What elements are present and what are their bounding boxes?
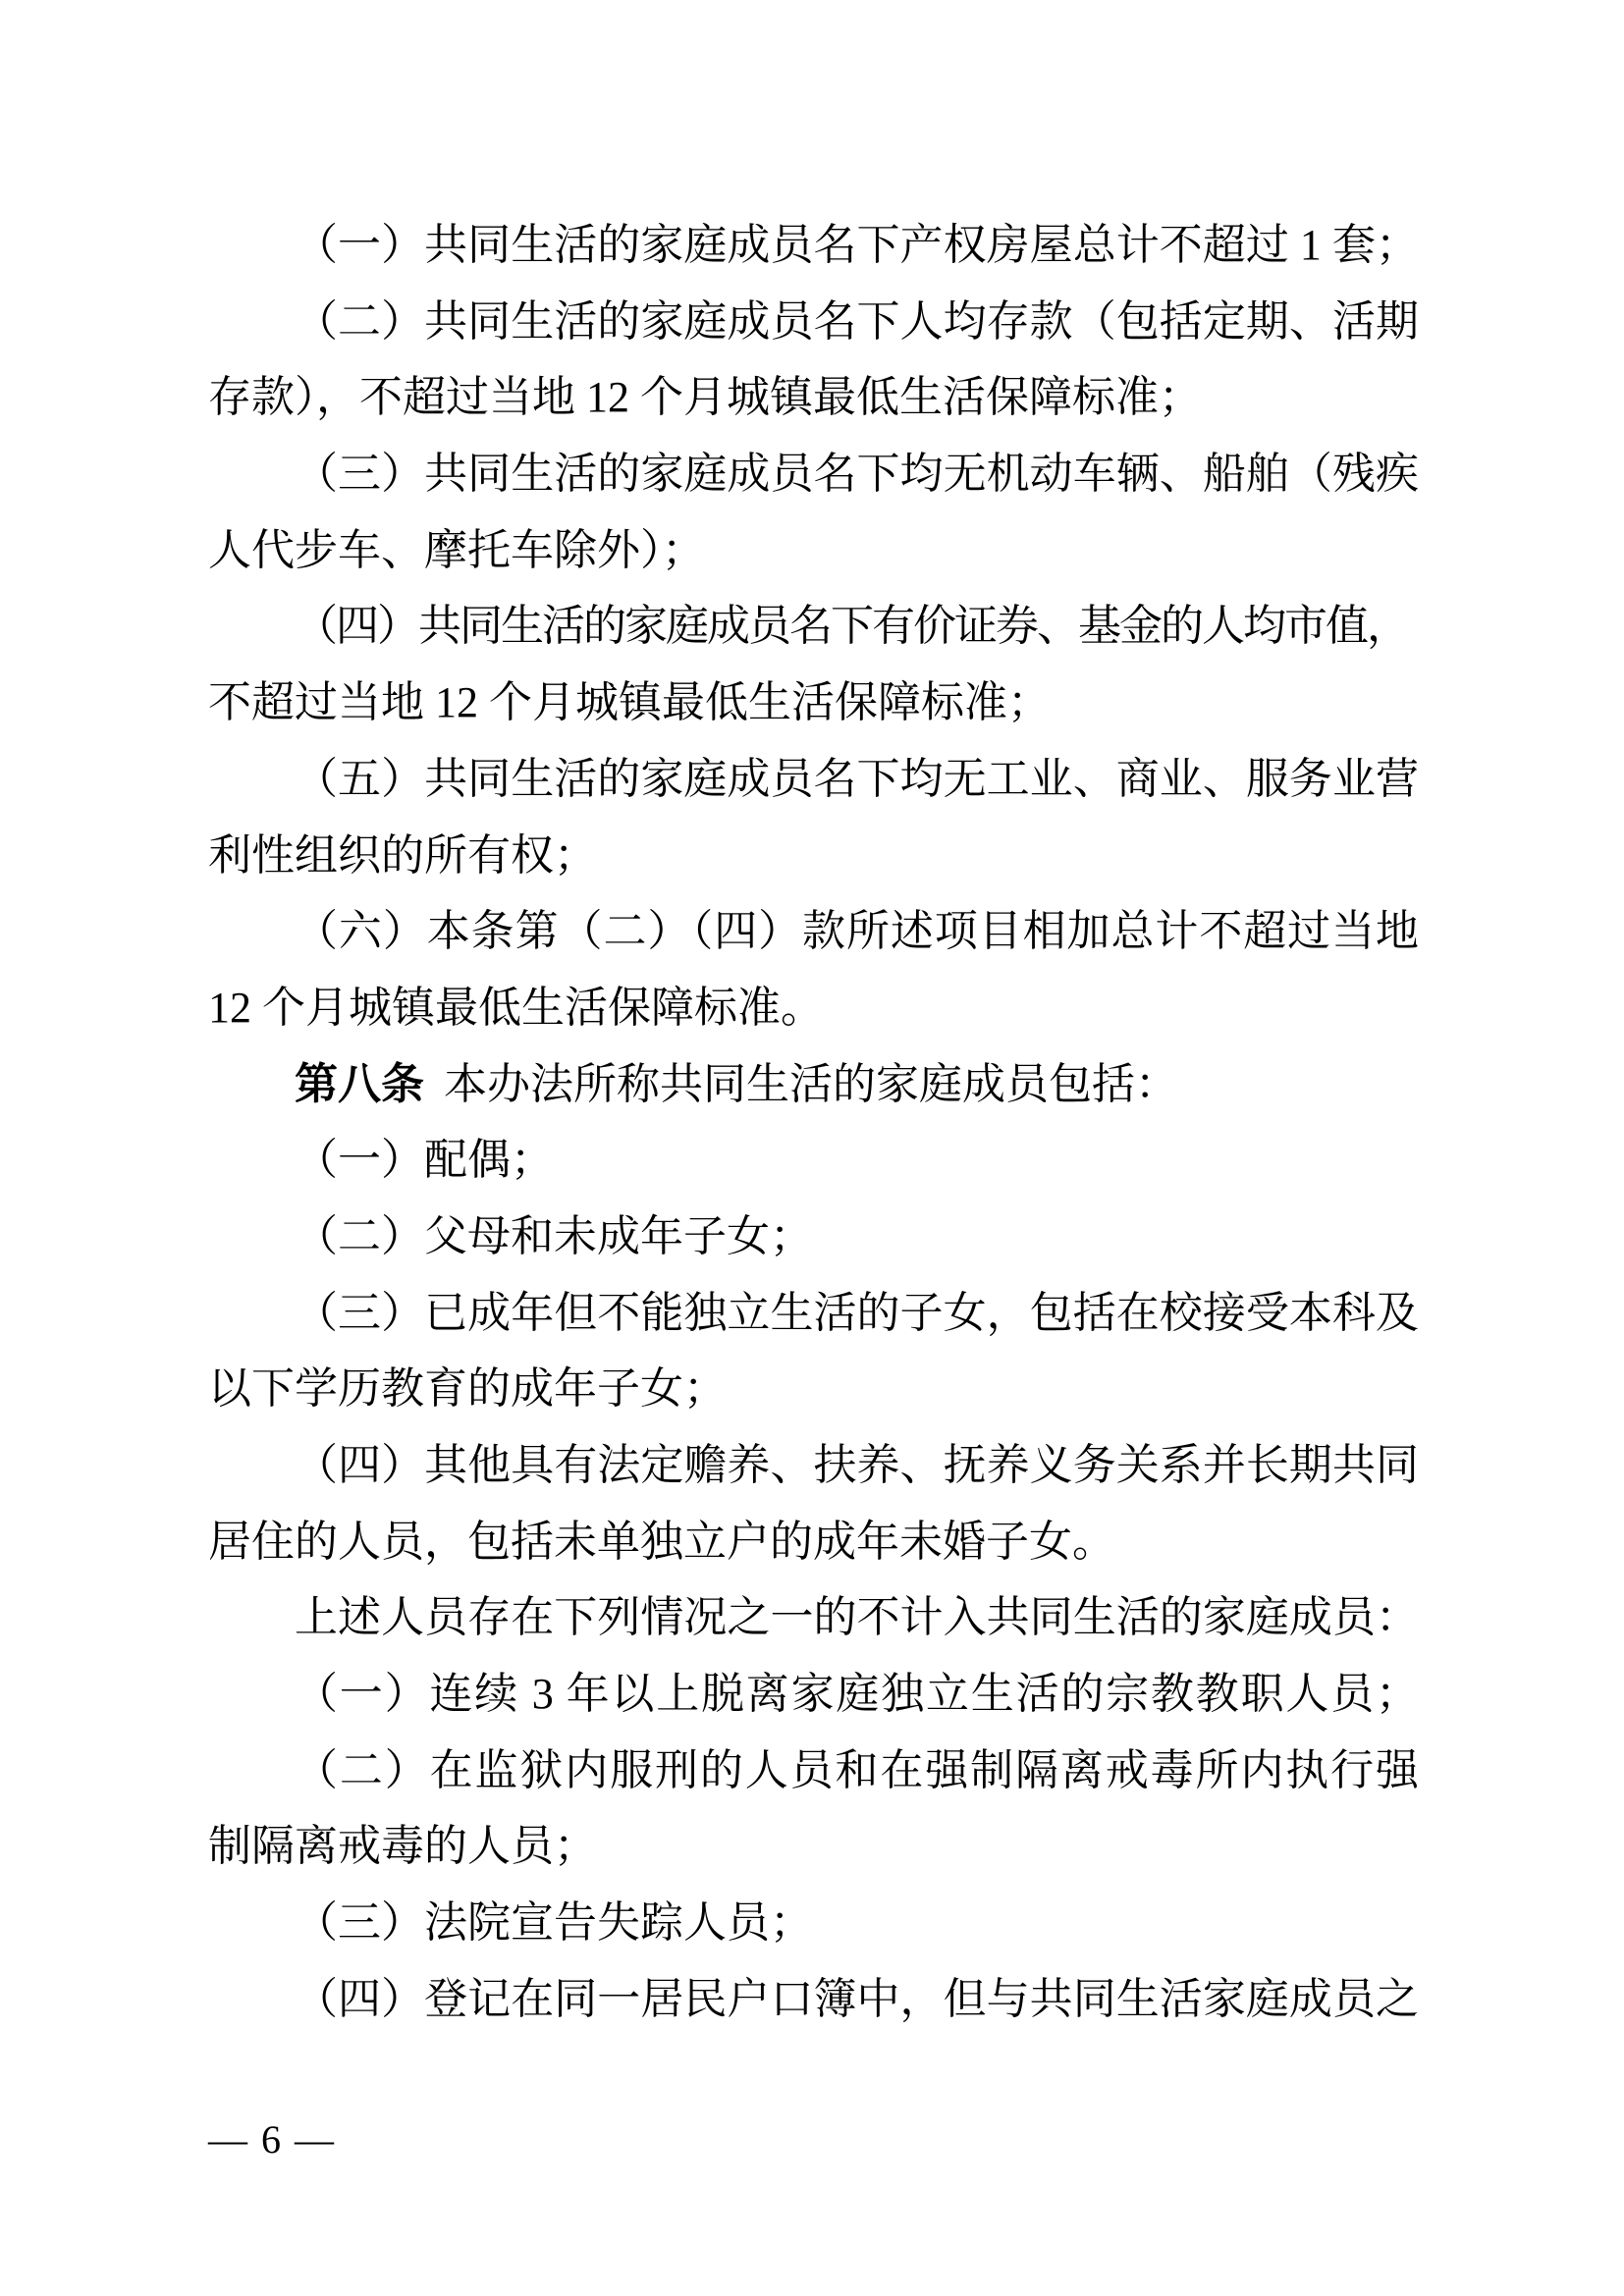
- article-text: 本办法所称共同生活的家庭成员包括：: [444, 1059, 1178, 1108]
- text-line-21: （二）在监狱内服刑的人员和在强制隔离戒毒所内执行强: [295, 1745, 1419, 1794]
- text-line-12: [208, 1046, 1419, 1123]
- text-line-8: （五）共同生活的家庭成员名下均无工业、商业、服务业营: [295, 754, 1419, 803]
- text-line-15: （三）已成年但不能独立生活的子女，包括在校接受本科及: [295, 1288, 1419, 1337]
- text-line-14: （二）父母和未成年子女；: [295, 1211, 813, 1260]
- text-line-19: 上述人员存在下列情况之一的不计入共同生活的家庭成员：: [295, 1593, 1419, 1642]
- text-line-7: 不超过当地 12 个月城镇最低生活保障标准；: [208, 678, 1051, 727]
- text-line-22: 制隔离戒毒的人员；: [208, 1822, 597, 1871]
- text-line-1: （一）共同生活的家庭成员名下产权房屋总计不超过 1 套；: [295, 221, 1419, 269]
- text-line-6: （四）共同生活的家庭成员名下有价证券、基金的人均市值，: [295, 602, 1408, 651]
- text-line-20: （一）连续 3 年以上脱离家庭独立生活的宗教教职人员；: [295, 1670, 1419, 1719]
- text-line-3: 存款），不超过当地 12 个月城镇最低生活保障标准；: [208, 373, 1202, 422]
- text-line-13: （一）配偶；: [295, 1136, 554, 1185]
- text-line-10: （六）本条第（二）（四）款所述项目相加总计不超过当地: [295, 907, 1419, 956]
- text-line-11: 12 个月城镇最低生活保障标准。: [208, 983, 824, 1032]
- text-line-5: 人代步车、摩托车除外）；: [208, 525, 705, 574]
- article-number: 第八条: [295, 1059, 424, 1108]
- text-line-4: （三）共同生活的家庭成员名下均无机动车辆、船舶（残疾: [295, 450, 1419, 499]
- text-line-18: 居住的人员，包括未单独立户的成年未婚子女。: [208, 1517, 1115, 1566]
- document-body: [208, 207, 1419, 2038]
- text-line-23: （三）法院宣告失踪人员；: [295, 1898, 813, 1948]
- text-line-2: （二）共同生活的家庭成员名下人均存款（包括定期、活期: [295, 296, 1419, 346]
- text-line-17: （四）其他具有法定赡养、扶养、抚养义务关系并长期共同: [295, 1441, 1419, 1489]
- text-line-9: 利性组织的所有权；: [208, 830, 597, 880]
- text-line-16: 以下学历教育的成年子女；: [208, 1364, 727, 1414]
- page-footer: — 6 —: [208, 2117, 336, 2162]
- text-line-24: （四）登记在同一居民户口簿中，但与共同生活家庭成员之: [295, 1974, 1419, 2023]
